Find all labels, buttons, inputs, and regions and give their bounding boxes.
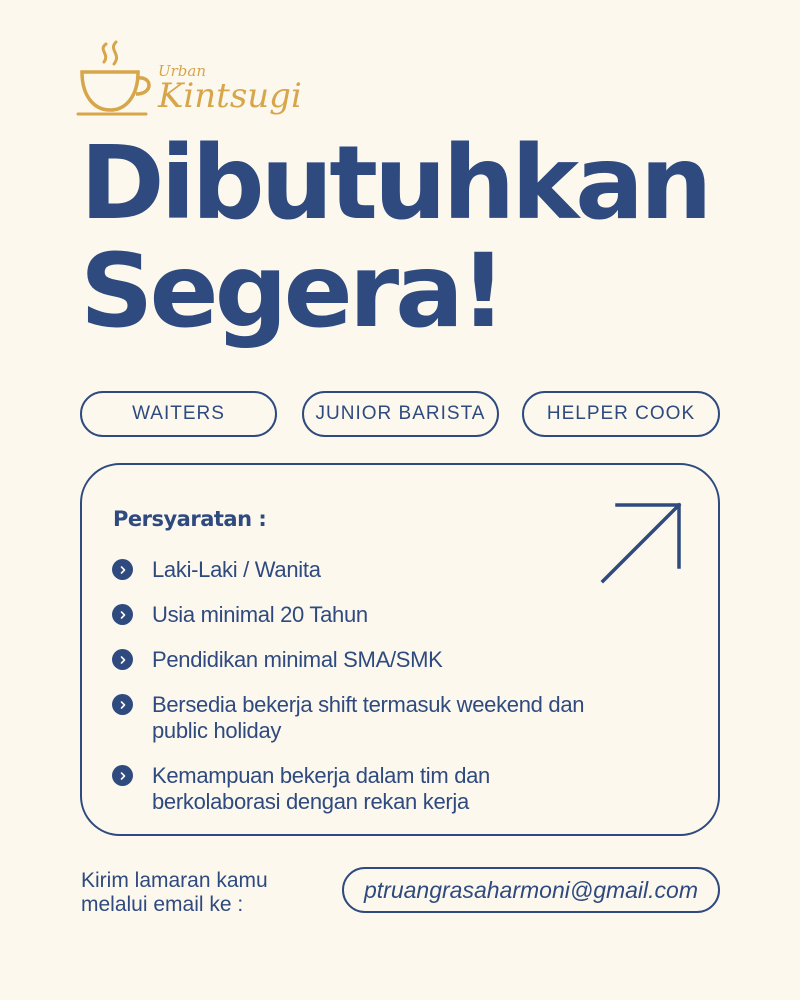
position-tag-waiters[interactable]: WAITERS <box>80 391 277 437</box>
requirements-title: Persyaratan : <box>113 507 267 531</box>
requirement-text: Usia minimal 20 Tahun <box>152 602 368 627</box>
logo-wordmark: Kintsugi <box>158 76 302 116</box>
chevron-right-icon <box>112 559 133 580</box>
chevron-right-icon <box>112 765 133 786</box>
position-tag-junior-barista[interactable]: JUNIOR BARISTA <box>302 391 499 437</box>
list-item <box>112 557 612 583</box>
requirement-text: Bersedia bekerja shift termasuk weekend dan public holiday <box>152 692 585 743</box>
list-item <box>112 647 612 673</box>
chevron-right-icon <box>112 604 133 625</box>
email-link[interactable]: ptruangrasaharmoni@gmail.com <box>342 867 720 913</box>
list-item <box>112 763 612 815</box>
requirement-text: Laki-Laki / Wanita <box>152 557 321 582</box>
requirements-card <box>80 463 720 836</box>
requirements-list <box>112 557 612 834</box>
headline-line-2: Segera! <box>80 232 503 351</box>
chevron-right-icon <box>112 694 133 715</box>
list-item <box>112 692 612 744</box>
list-item <box>112 602 612 628</box>
contact-instruction: Kirim lamaran kamu melalui email ke : <box>81 869 268 916</box>
chevron-right-icon <box>112 649 133 670</box>
headline-line-1: Dibutuhkan <box>80 124 709 243</box>
page-headline <box>80 124 760 351</box>
position-tag-helper-cook[interactable]: HELPER COOK <box>522 391 720 437</box>
requirement-text: Pendidikan minimal SMA/SMK <box>152 647 443 672</box>
logo-wordmark-small: Urban <box>158 62 207 80</box>
coffee-cup-icon <box>76 38 160 120</box>
brand-logo <box>76 38 306 120</box>
requirement-text: Kemampuan bekerja dalam tim dan berkolaborasi dengan rekan kerja <box>152 763 490 814</box>
